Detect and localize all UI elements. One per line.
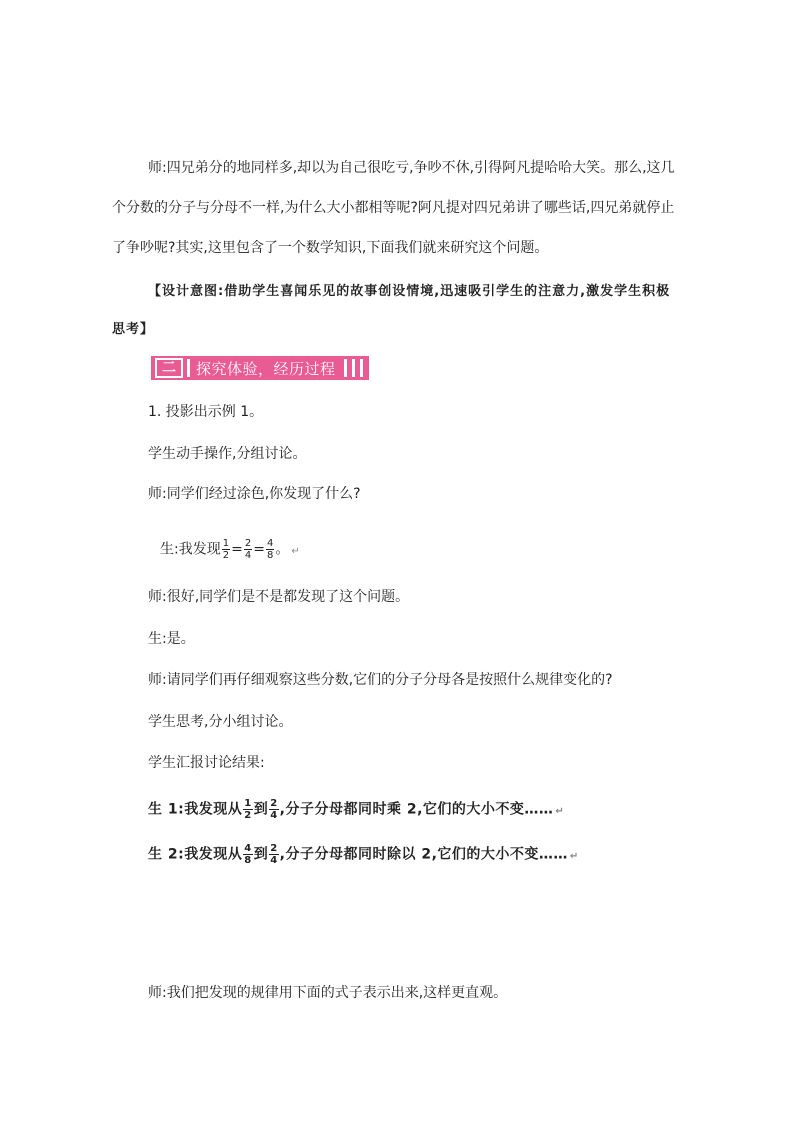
text-line: 学生动手操作,分组讨论。 (148, 446, 307, 462)
return-mark-icon: ↵ (569, 850, 579, 862)
return-mark-icon: ↵ (291, 545, 300, 557)
text-line: 生:是。 (148, 631, 195, 647)
text-line: 学生汇报讨论结果: (148, 755, 265, 771)
fraction-four-eighths: $\frac{4}{8}$ (266, 538, 274, 561)
text-segment: 生:我发现 (160, 541, 221, 558)
fraction-two-fourths: $\frac{2}{4}$ (270, 843, 278, 866)
fraction-report-line: 生 1:我发现从 $\frac{1}{2}$ 到 $\frac{2}{4}$ ,分子分母都同时乘 2,它们的大小不变…… ↵ (148, 798, 565, 821)
design-intent-paragraph: 【设计意图:借助学生喜闻乐见的故事创设情境,迅速吸引学生的注意力,激发学生积极思考】 (112, 284, 671, 337)
return-mark-icon: ↵ (555, 805, 565, 817)
equals-sign: = (253, 541, 265, 558)
section-number: 二 (155, 358, 183, 378)
section-divider (187, 359, 190, 377)
text-line: 师:同学们经过涂色,你发现了什么? (148, 486, 361, 502)
equals-sign: = (231, 541, 243, 558)
text-line: 师:请同学们再仔细观察这些分数,它们的分子分母各是按照什么规律变化的? (148, 672, 613, 688)
text-line: 师:我们把发现的规律用下面的式子表示出来,这样更直观。 (148, 985, 508, 1001)
fraction-report-line: 生 2:我发现从 $\frac{4}{8}$ 到 $\frac{2}{4}$ ,分子分母都同时除以 2,它们的大小不变…… ↵ (148, 843, 579, 866)
text-line: 1. 投影出示例 1。 (148, 404, 264, 420)
text-line: 师:很好,同学们是不是都发现了这个问题。 (148, 589, 410, 605)
section-header (151, 356, 369, 380)
intro-paragraph: 师:四兄弟分的地同样多,却以为自己很吃亏,争吵不休,引得阿凡提哈哈大笑。那么,这几个分数的分子与分母不一样,为什么大小都相等呢?阿凡提对四兄弟讲了哪些话,四兄弟就停止了争吵呢?其实,这里包含了一个数学知识,下面我们就来研究这个问题。 (112, 160, 675, 256)
text-line: 学生思考,分小组讨论。 (148, 714, 293, 730)
section-title: 探究体验，经历过程 (196, 359, 336, 378)
fraction-two-fourths: $\frac{2}{4}$ (244, 538, 252, 561)
fraction-two-fourths: $\frac{2}{4}$ (270, 798, 278, 821)
fraction-one-half: $\frac{1}{2}$ (244, 798, 252, 821)
fraction-four-eighths: $\frac{4}{8}$ (244, 843, 252, 866)
fraction-one-half: $\frac{1}{2}$ (222, 538, 230, 561)
text-segment: 。 (275, 541, 290, 558)
fraction-equation-line (160, 538, 300, 562)
section-decoration (339, 359, 363, 377)
